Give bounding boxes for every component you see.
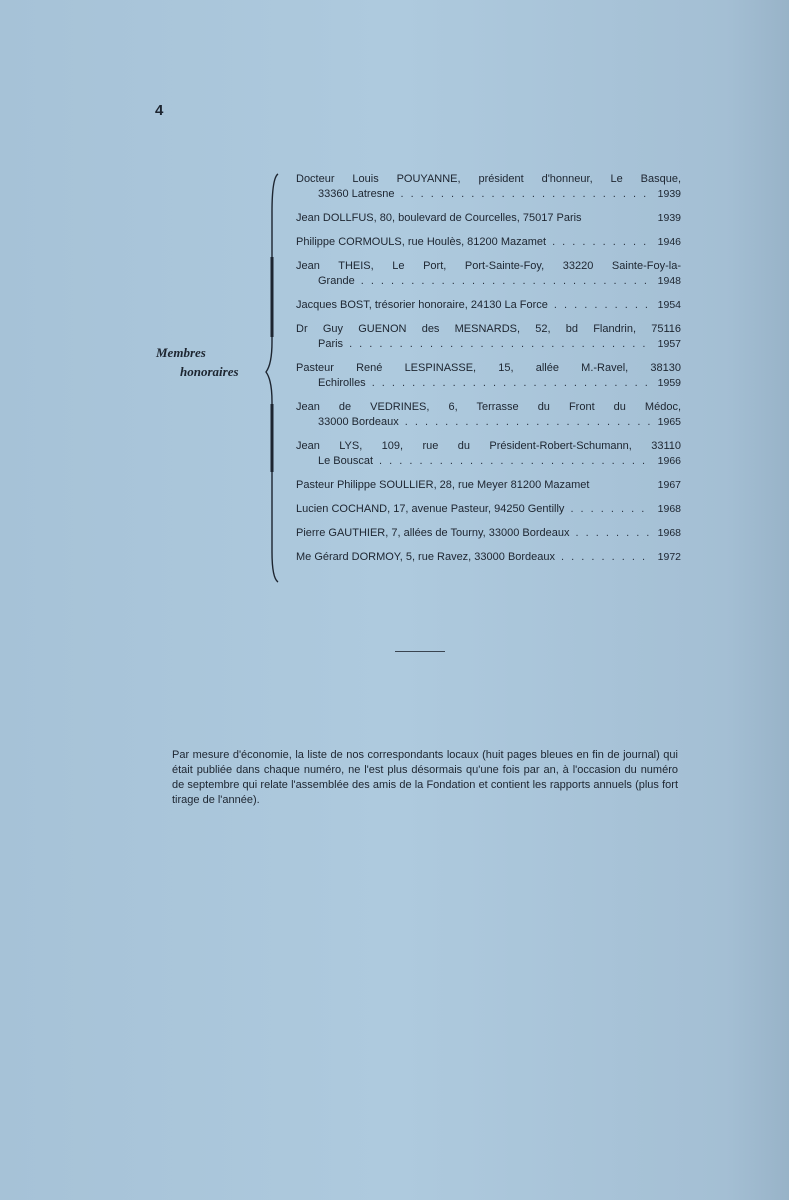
member-year: 1954 (657, 299, 681, 311)
member-last-line (296, 454, 681, 469)
member-last-line (296, 502, 681, 517)
member-year: 1946 (657, 236, 681, 248)
member-last-line (296, 376, 681, 391)
member-line: Docteur Louis POUYANNE, président d'honneur, Le Basque, (296, 173, 681, 185)
member-text: Pasteur Philippe SOULLIER, 28, rue Meyer 81200 Mazamet (296, 479, 590, 491)
member-last-line (296, 337, 681, 352)
member-line: Jean de VEDRINES, 6, Terrasse du Front du Médoc, (296, 401, 681, 413)
member-year: 1966 (657, 455, 681, 467)
member-last-line (296, 274, 681, 289)
member-entry (296, 361, 681, 391)
member-last-line (296, 415, 681, 430)
dot-leader (400, 187, 651, 202)
member-last-line (296, 187, 681, 202)
member-text: Me Gérard DORMOY, 5, rue Ravez, 33000 Bordeaux (296, 551, 556, 563)
member-line: Dr Guy GUENON des MESNARDS, 52, bd Flandrin, 75116 (296, 323, 681, 335)
member-last-line (296, 478, 681, 493)
member-entry (296, 502, 681, 517)
section-label (156, 343, 239, 381)
member-entry (296, 439, 681, 469)
member-year: 1967 (657, 479, 681, 491)
member-text: Pierre GAUTHIER, 7, allées de Tourny, 33000 Bordeaux (296, 527, 570, 539)
member-text: Grande (318, 275, 355, 287)
member-text: Paris (318, 338, 344, 350)
member-entry (296, 235, 681, 250)
member-text: Lucien COCHAND, 17, avenue Pasteur, 94250 Gentilly (296, 503, 565, 515)
member-entry (296, 298, 681, 313)
dot-leader (554, 298, 652, 313)
member-line: Jean LYS, 109, rue du Président-Robert-Schumann, 33110 (296, 440, 681, 452)
dot-leader (576, 526, 652, 541)
dot-leader (361, 274, 652, 289)
section-label-line2: honoraires (180, 364, 239, 379)
member-year: 1957 (657, 338, 681, 350)
dot-leader (570, 502, 651, 517)
member-entry (296, 478, 681, 493)
member-entry (296, 550, 681, 565)
member-entry (296, 259, 681, 289)
note-paragraph: Par mesure d'économie, la liste de nos correspondants locaux (huit pages bleues en fin de journal) qui était publiée dans chaque numéro, ne l'est plus désormais qu'une fois par an, à l'occasion du numéro de septembre qui relate l'assemblée des amis de la Fondation et contient les rapports annuels (plus fort tirage de l'année). (172, 749, 678, 806)
page-number: 4 (155, 102, 164, 119)
dot-leader (372, 376, 652, 391)
member-entry (296, 172, 681, 202)
member-year: 1939 (657, 188, 681, 200)
member-year: 1959 (657, 377, 681, 389)
member-year: 1968 (657, 527, 681, 539)
members-list (296, 172, 681, 574)
member-text: Jean DOLLFUS, 80, boulevard de Courcelles, 75017 Paris (296, 212, 582, 224)
member-year: 1948 (657, 275, 681, 287)
member-text: Le Bouscat (318, 455, 374, 467)
dot-leader (379, 454, 652, 469)
member-text: Jacques BOST, trésorier honoraire, 24130 La Force (296, 299, 548, 311)
member-year: 1972 (657, 551, 681, 563)
member-year: 1939 (657, 212, 681, 224)
member-entry (296, 526, 681, 541)
member-text: 33000 Bordeaux (318, 416, 399, 428)
section-label-line1: Membres (156, 345, 206, 360)
member-entry (296, 322, 681, 352)
brace-icon (262, 172, 282, 584)
dot-leader (405, 415, 652, 430)
member-year: 1965 (657, 416, 681, 428)
divider (395, 651, 445, 652)
member-last-line (296, 526, 681, 541)
dot-leader (349, 337, 652, 352)
member-line: Jean THEIS, Le Port, Port-Sainte-Foy, 33220 Sainte-Foy-la- (296, 260, 681, 272)
member-year: 1968 (657, 503, 681, 515)
member-entry (296, 211, 681, 226)
member-line: Pasteur René LESPINASSE, 15, allée M.-Ravel, 38130 (296, 362, 681, 374)
member-entry (296, 400, 681, 430)
member-last-line (296, 550, 681, 565)
member-last-line (296, 211, 681, 226)
dot-leader (561, 550, 652, 565)
member-last-line (296, 235, 681, 250)
member-last-line (296, 298, 681, 313)
member-text: 33360 Latresne (318, 188, 395, 200)
member-text: Philippe CORMOULS, rue Houlès, 81200 Mazamet (296, 236, 547, 248)
dot-leader (552, 235, 652, 250)
member-text: Echirolles (318, 377, 366, 389)
